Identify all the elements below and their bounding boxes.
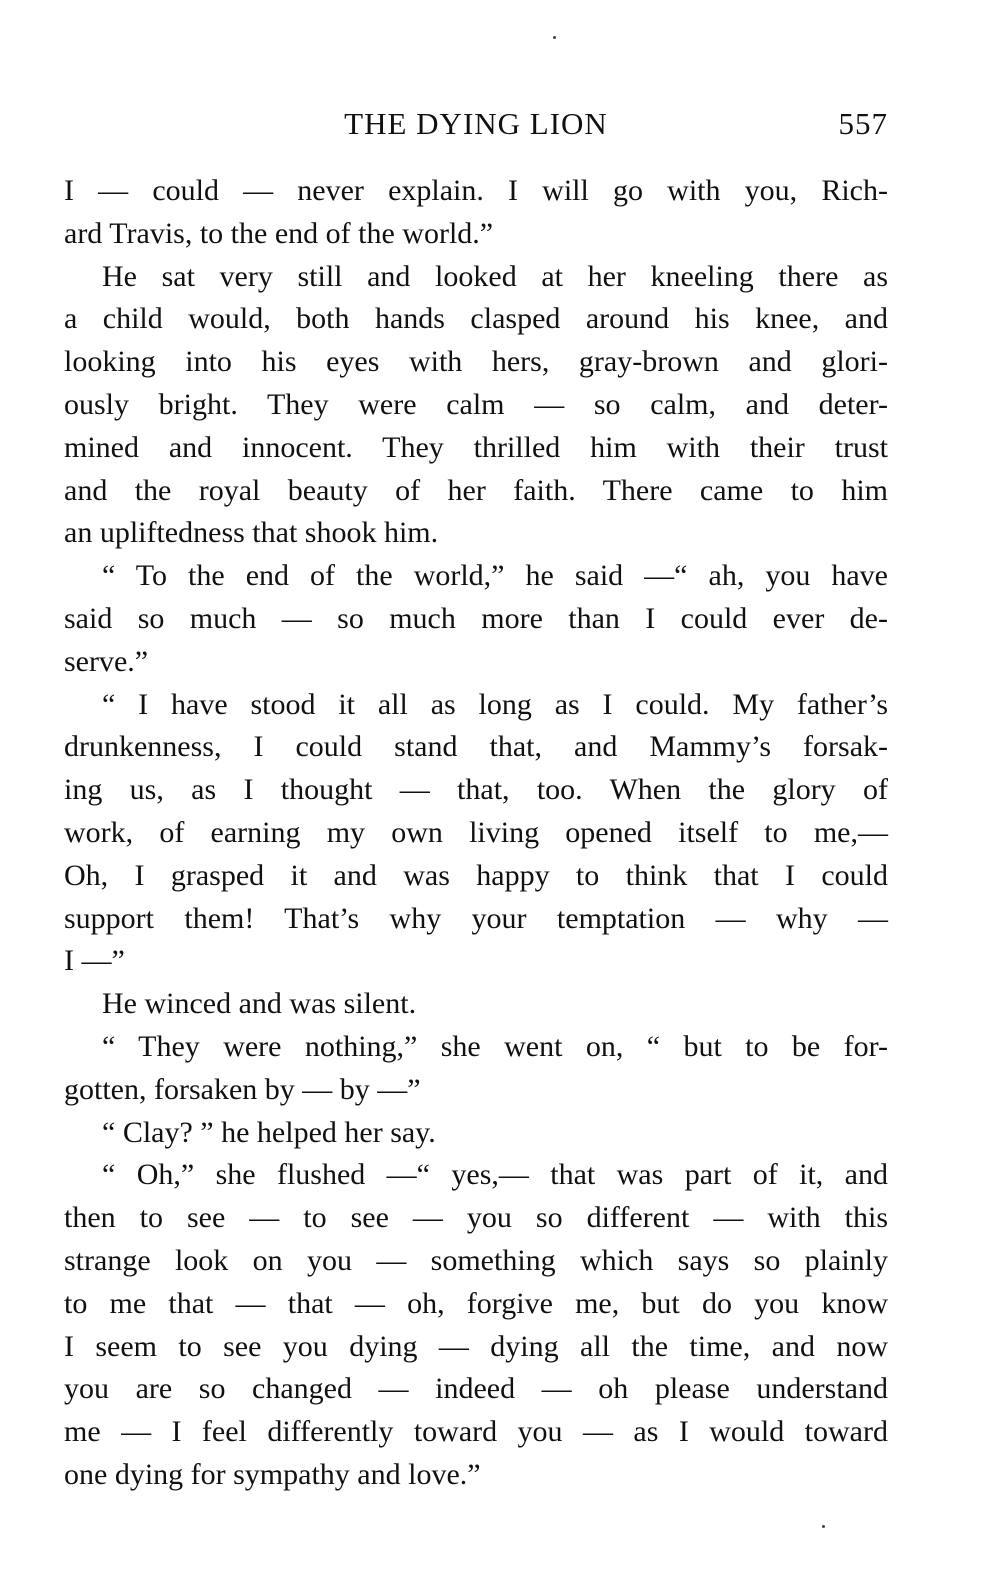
paragraph-first-line: “ Clay? ” he helped her say. (102, 1115, 436, 1149)
text-line: then to see — to see — you so different — with this (64, 1201, 888, 1235)
paragraph-first-line: He sat very still and looked at her kneeling there as (102, 259, 888, 293)
scan-speck (553, 36, 556, 39)
text-line: I — could — never explain. I will go with you, Rich- (64, 174, 888, 207)
text-line: strange look on you — something which says so plainly (64, 1243, 888, 1277)
text-line: and the royal beauty of her faith. There came to him (64, 473, 888, 507)
text-line: gotten, forsaken by — by —” (64, 1072, 421, 1106)
text-line: mined and innocent. They thrilled him with their trust (64, 430, 888, 464)
text-line: ard Travis, to the end of the world.” (64, 216, 494, 250)
paragraph-first-line: “ They were nothing,” she went on, “ but to be for- (102, 1029, 888, 1063)
text-line: me — I feel differently toward you — as I would toward (64, 1415, 888, 1449)
text-line: drunkenness, I could stand that, and Mammy’s forsak- (64, 730, 888, 764)
text-line: said so much — so much more than I could ever de- (64, 601, 888, 635)
paragraph-first-line: “ I have stood it all as long as I could. My father’s (102, 687, 888, 721)
page-header (64, 106, 888, 150)
scan-speck (822, 1525, 825, 1528)
text-line: one dying for sympathy and love.” (64, 1457, 481, 1491)
text-line: you are so changed — indeed — oh please understand (64, 1372, 888, 1406)
text-line: an upliftedness that shook him. (64, 516, 439, 550)
page-number: 557 (838, 106, 888, 141)
text-line: ously bright. They were calm — so calm, and deter- (64, 387, 888, 421)
text-line: to me that — that — oh, forgive me, but do you know (64, 1286, 888, 1320)
text-line: I —” (64, 944, 125, 978)
body-text (64, 170, 888, 1497)
text-line: looking into his eyes with hers, gray-brown and glori- (64, 345, 888, 379)
text-line: I seem to see you dying — dying all the time, and now (64, 1329, 888, 1363)
paragraph-first-line: He winced and was silent. (102, 987, 417, 1021)
text-line: support them! That’s why your temptation — why — (64, 901, 888, 935)
text-line: a child would, both hands clasped around his knee, and (64, 302, 888, 336)
running-head: THE DYING LION (344, 106, 608, 141)
text-line: Oh, I grasped it and was happy to think that I could (64, 858, 888, 892)
text-line: ing us, as I thought — that, too. When the glory of (64, 773, 888, 807)
text-line: work, of earning my own living opened itself to me,— (64, 815, 888, 849)
text-line: serve.” (64, 644, 149, 678)
paragraph-first-line: “ To the end of the world,” he said —“ ah, you have (102, 559, 888, 593)
paragraph-first-line: “ Oh,” she flushed —“ yes,— that was part of it, and (102, 1158, 888, 1192)
